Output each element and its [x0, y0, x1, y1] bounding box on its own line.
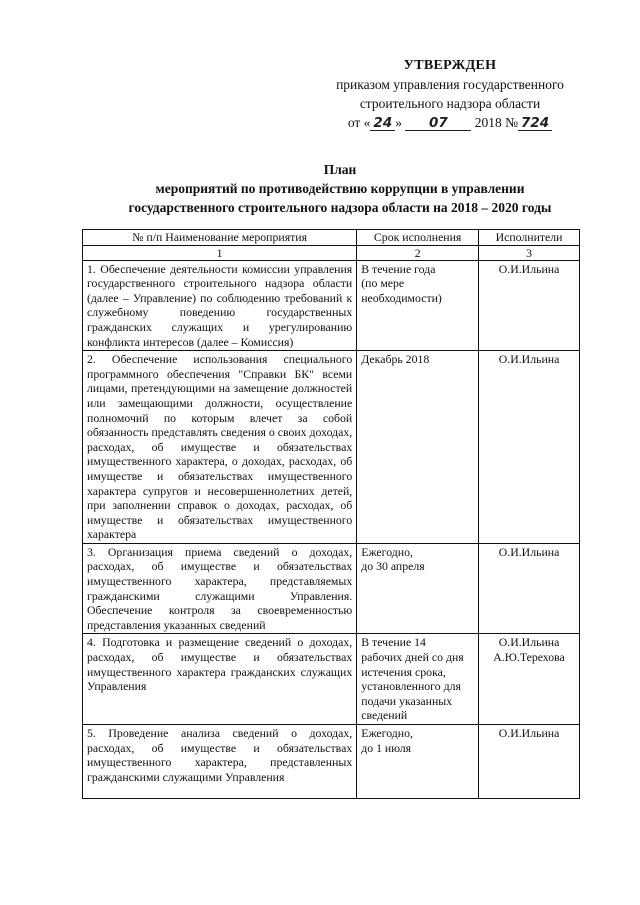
approval-agency-line: строительного надзора области: [359, 96, 541, 111]
activity-executors: [479, 351, 580, 544]
column-number: 1: [83, 245, 357, 260]
term-line: В течение года: [361, 261, 436, 276]
plan-table: [82, 229, 580, 799]
handwritten-month: 07: [405, 116, 471, 131]
handwritten-number: 724: [518, 116, 552, 131]
activity-executors: [479, 260, 580, 351]
executor-name: О.И.Ильина: [498, 635, 560, 650]
activity-term: [357, 543, 479, 634]
term-line: Декабрь 2018: [361, 352, 430, 367]
column-number: 2: [357, 245, 479, 260]
activity-executors: [479, 725, 580, 799]
term-line: установленного для: [361, 679, 461, 694]
header-term: Срок исполнения: [357, 230, 479, 246]
table-header-row: [83, 230, 580, 246]
plan-title: [60, 160, 620, 217]
approval-order-line: приказом управления государственного: [336, 77, 564, 92]
term-line: В течение 14: [361, 635, 426, 650]
table-row: [83, 260, 580, 351]
plan-title-line3: государственного строительного надзора области на 2018 – 2020 годы: [128, 200, 552, 215]
term-line: до 30 апреля: [361, 559, 425, 574]
activity-term: [357, 351, 479, 544]
activity-description: 3. Организация приема сведений о доходах, расходах, об имуществе и обязательствах имущественного характера, представляемых гражданскими служащими Управления. Обеспечение контроля за своевременностью представления указанных сведений: [83, 543, 357, 634]
term-line: истечения срока,: [361, 664, 446, 679]
term-line: необходимости): [361, 290, 442, 305]
executor-name: О.И.Ильина: [498, 544, 560, 559]
activity-description: 2. Обеспечение использования специального программного обеспечения "Справки БК" всеми лицами, претендующими на замещение должностей или замещающими должности, осуществление полномочий по которым влечет за собой обязанность представлять сведения о своих доходах, расходах, об имуществе и обязательствах имущественного характера, о доходах, расходах, об имуществе и обязательствах имущественного характера супругов и несовершеннолетних детей, при заполнении справок о доходах, расходах, об имуществе и обязательствах имущественного характера: [83, 351, 357, 544]
executor-name: А.Ю.Терехова: [493, 650, 565, 665]
term-line: Ежегодно,: [361, 726, 413, 740]
term-line: (по мере: [361, 276, 405, 291]
header-executors: Исполнители: [479, 230, 580, 246]
executor-name: О.И.Ильина: [498, 261, 560, 276]
approval-block: [300, 56, 600, 132]
column-number-row: [83, 245, 580, 260]
column-number: 3: [479, 245, 580, 260]
date-prefix: от «: [347, 115, 371, 130]
activity-executors: [479, 543, 580, 634]
activity-description: 1. Обеспечение деятельности комиссии управления государственного строительного надзора области (далее – Управление) по соблюдению требований к служебному поведению государственных гражданских служащих и урегулированию конфликта интересов (далее – Комиссия): [83, 260, 357, 351]
table-row: [83, 725, 580, 799]
activity-description: 5. Проведение анализа сведений о доходах, расходах, об имуществе и обязательствах имущественного характера, представленных гражданскими служащими Управления: [83, 725, 357, 799]
plan-title-word: План: [323, 162, 357, 177]
table-row: [83, 351, 580, 544]
term-line: рабочих дней со дня: [361, 650, 464, 665]
term-line: Ежегодно,: [361, 544, 413, 559]
table-row: [83, 543, 580, 634]
activity-description: 4. Подготовка и размещение сведений о доходах, расходах, об имуществе и обязательствах имущественного характера гражданских служащих Управления: [83, 634, 357, 725]
handwritten-day: 24: [370, 116, 395, 131]
activity-term: [357, 260, 479, 351]
activity-term: [357, 725, 479, 799]
date-mid: »: [395, 115, 402, 130]
activity-term: [357, 634, 479, 725]
term-line: подачи указанных: [361, 693, 453, 708]
approval-heading: УТВЕРЖДЕН: [403, 58, 497, 73]
executor-name: О.И.Ильина: [498, 352, 560, 367]
term-line: сведений: [361, 708, 408, 723]
executor-name: О.И.Ильина: [498, 726, 560, 740]
activity-executors: [479, 634, 580, 725]
term-line: до 1 июля: [361, 740, 412, 755]
plan-title-line2: мероприятий по противодействию коррупции в управлении: [155, 181, 525, 196]
table-row: [83, 634, 580, 725]
approval-date-line: [300, 113, 600, 132]
date-year: 2018 №: [474, 115, 518, 130]
header-activity: № п/п Наименование мероприятия: [83, 230, 357, 246]
